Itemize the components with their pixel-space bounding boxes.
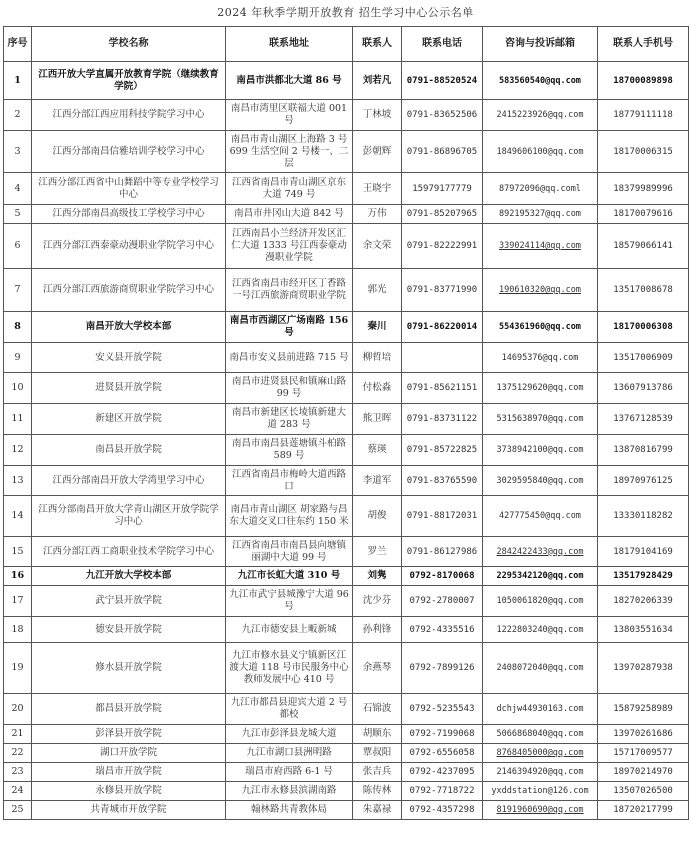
school-name: 都昌县开放学院 [32, 694, 226, 725]
school-name: 江西分部南昌信雅培训学校学习中心 [32, 131, 226, 173]
contact-mobile: 13870816799 [598, 435, 689, 466]
contact-email: 87972096@qq.coml [483, 173, 598, 205]
school-name: 彭泽县开放学院 [32, 725, 226, 744]
contact-person: 石锦波 [353, 694, 402, 725]
contact-phone: 0791-85207965 [402, 205, 483, 224]
school-name: 江西开放大学直属开放教育学院（继续教育学院） [32, 62, 226, 100]
table-row [4, 763, 689, 782]
school-name: 安义县开放学院 [32, 343, 226, 373]
contact-email: 427775450@qq.com [483, 496, 598, 537]
row-number: 2 [4, 100, 32, 131]
row-number: 4 [4, 173, 32, 205]
table-row [4, 373, 689, 404]
table-row [4, 173, 689, 205]
contact-phone [402, 343, 483, 373]
contact-email: 2408072040@qq.com [483, 643, 598, 694]
table-row [4, 496, 689, 537]
contact-person: 朱嘉禄 [353, 801, 402, 820]
contact-address: 南昌市青山湖区 胡家路与昌东大道交叉口往东约 150 米 [226, 496, 353, 537]
center-list-table [3, 26, 689, 820]
contact-email: 2415223926@qq.com [483, 100, 598, 131]
row-number: 6 [4, 224, 32, 269]
row-number: 17 [4, 586, 32, 617]
row-number: 21 [4, 725, 32, 744]
contact-email: 2295342120@qq.com [483, 567, 598, 586]
contact-email: 190610320@qq.com [483, 269, 598, 312]
contact-phone: 0791-85722825 [402, 435, 483, 466]
contact-address: 南昌市南昌县莲塘镇斗柏路 589 号 [226, 435, 353, 466]
contact-person: 熊卫晖 [353, 404, 402, 435]
school-name: 德安县开放学院 [32, 617, 226, 643]
contact-address: 九江市德安县上畈新城 [226, 617, 353, 643]
school-name: 江西分部江西工商职业技术学院学习中心 [32, 537, 226, 567]
contact-address: 江西南昌小兰经济开发区汇仁大道 1333 号江西泰豪动漫职业学院 [226, 224, 353, 269]
contact-mobile: 13517006909 [598, 343, 689, 373]
table-row [4, 312, 689, 343]
contact-email: 3738942100@qq.com [483, 435, 598, 466]
contact-mobile: 13330118282 [598, 496, 689, 537]
contact-phone: 0791-88520524 [402, 62, 483, 100]
contact-mobile: 13970261686 [598, 725, 689, 744]
contact-address: 南昌市新建区长堎镇新建大道 283 号 [226, 404, 353, 435]
row-number: 13 [4, 466, 32, 496]
contact-mobile: 18970214970 [598, 763, 689, 782]
contact-person: 丁林坡 [353, 100, 402, 131]
row-number: 1 [4, 62, 32, 100]
row-number: 8 [4, 312, 32, 343]
contact-person: 万伟 [353, 205, 402, 224]
contact-mobile: 15879258989 [598, 694, 689, 725]
table-row [4, 694, 689, 725]
contact-mobile: 13517928429 [598, 567, 689, 586]
contact-mobile: 13517008678 [598, 269, 689, 312]
contact-mobile: 18970976125 [598, 466, 689, 496]
header-contact: 联系人 [353, 27, 402, 62]
contact-email: 8191960690@qq.com [483, 801, 598, 820]
contact-address: 九江市彭泽县龙城大道 [226, 725, 353, 744]
contact-person: 孙利锋 [353, 617, 402, 643]
contact-person: 刘若凡 [353, 62, 402, 100]
contact-address: 九江市长虹大道 310 号 [226, 567, 353, 586]
row-number: 19 [4, 643, 32, 694]
contact-mobile: 18270206339 [598, 586, 689, 617]
document-title: 2024 年秋季学期开放教育 招生学习中心公示名单 [217, 6, 474, 19]
contact-address: 江西省南昌市经开区丁香路一号江西旅游商贸职业学院 [226, 269, 353, 312]
table-row [4, 131, 689, 173]
table-row [4, 404, 689, 435]
contact-mobile: 18170079616 [598, 205, 689, 224]
contact-person: 陈传林 [353, 782, 402, 801]
table-row [4, 224, 689, 269]
contact-mobile: 18579066141 [598, 224, 689, 269]
table-body [4, 62, 689, 820]
contact-email: 5315638970@qq.com [483, 404, 598, 435]
contact-mobile: 15717009577 [598, 744, 689, 763]
contact-phone: 0791-83765590 [402, 466, 483, 496]
contact-person: 秦川 [353, 312, 402, 343]
row-number: 24 [4, 782, 32, 801]
contact-email: 554361960@qq.com [483, 312, 598, 343]
row-number: 25 [4, 801, 32, 820]
table-row [4, 343, 689, 373]
row-number: 5 [4, 205, 32, 224]
row-number: 18 [4, 617, 32, 643]
contact-email: 2842422433@qq.com [483, 537, 598, 567]
contact-phone: 0791-83652506 [402, 100, 483, 131]
school-name: 共青城市开放学院 [32, 801, 226, 820]
contact-address: 翰林路共青教体局 [226, 801, 353, 820]
contact-phone: 0791-83771990 [402, 269, 483, 312]
contact-person: 余燕琴 [353, 643, 402, 694]
contact-address: 南昌市井冈山大道 842 号 [226, 205, 353, 224]
table-row [4, 269, 689, 312]
header-email: 咨询与投诉邮箱 [483, 27, 598, 62]
table-row [4, 62, 689, 100]
contact-phone: 0791-86220014 [402, 312, 483, 343]
contact-address: 南昌市安义县前进路 715 号 [226, 343, 353, 373]
contact-mobile: 18700089898 [598, 62, 689, 100]
table-row [4, 744, 689, 763]
school-name: 九江开放大学校本部 [32, 567, 226, 586]
contact-email: 3029595840@qq.com [483, 466, 598, 496]
header-address: 联系地址 [226, 27, 353, 62]
contact-address: 九江市修水县义宁镇新区江渡大道 118 号市民服务中心教师发展中心 410 号 [226, 643, 353, 694]
row-number: 22 [4, 744, 32, 763]
row-number: 12 [4, 435, 32, 466]
contact-mobile: 18170006315 [598, 131, 689, 173]
row-number: 3 [4, 131, 32, 173]
header-school: 学校名称 [32, 27, 226, 62]
header-mobile: 联系人手机号 [598, 27, 689, 62]
row-number: 23 [4, 763, 32, 782]
contact-mobile: 18179104169 [598, 537, 689, 567]
contact-mobile: 13970287938 [598, 643, 689, 694]
contact-email: 5066868040@qq.com [483, 725, 598, 744]
contact-person: 彭朝辉 [353, 131, 402, 173]
contact-phone: 0792-7718722 [402, 782, 483, 801]
contact-address: 南昌市西湖区广场南路 156 号 [226, 312, 353, 343]
table-row [4, 643, 689, 694]
school-name: 进贤县开放学院 [32, 373, 226, 404]
header-no: 序号 [4, 27, 32, 62]
contact-person: 胡俊 [353, 496, 402, 537]
contact-person: 张吉兵 [353, 763, 402, 782]
header-phone: 联系电话 [402, 27, 483, 62]
school-name: 武宁县开放学院 [32, 586, 226, 617]
school-name: 江西分部南昌高级技工学校学习中心 [32, 205, 226, 224]
contact-phone: 0791-82222991 [402, 224, 483, 269]
table-row [4, 617, 689, 643]
contact-phone: 0792-4237095 [402, 763, 483, 782]
contact-address: 九江市武宁县城豫宁大道 96 号 [226, 586, 353, 617]
table-row [4, 537, 689, 567]
table-row [4, 782, 689, 801]
contact-address: 南昌市洪都北大道 86 号 [226, 62, 353, 100]
school-name: 湖口开放学院 [32, 744, 226, 763]
table-row [4, 435, 689, 466]
contact-address: 江西省南昌市南昌县向塘镇丽湖中大道 99 号 [226, 537, 353, 567]
school-name: 江西分部江西泰豪动漫职业学院学习中心 [32, 224, 226, 269]
contact-person: 刘隽 [353, 567, 402, 586]
contact-mobile: 18720217799 [598, 801, 689, 820]
contact-address: 九江市湖口县洲明路 [226, 744, 353, 763]
contact-mobile: 13767128539 [598, 404, 689, 435]
contact-email: dchjw44930163.com [483, 694, 598, 725]
contact-person: 柳哲培 [353, 343, 402, 373]
table-row [4, 466, 689, 496]
contact-address: 江西省南昌市梅岭大道西路口 [226, 466, 353, 496]
table-row [4, 586, 689, 617]
contact-person: 覃叔阳 [353, 744, 402, 763]
contact-address: 江西省南昌市青山湖区京东大道 749 号 [226, 173, 353, 205]
school-name: 南昌开放大学校本部 [32, 312, 226, 343]
contact-email: 339024114@qq.com [483, 224, 598, 269]
contact-email: 14695376@qq.com [483, 343, 598, 373]
contact-phone: 0791-83731122 [402, 404, 483, 435]
contact-email: 2146394920@qq.com [483, 763, 598, 782]
contact-phone: 0792-4357298 [402, 801, 483, 820]
contact-phone: 0791-86896705 [402, 131, 483, 173]
row-number: 14 [4, 496, 32, 537]
table-row [4, 100, 689, 131]
contact-phone: 0792-2780007 [402, 586, 483, 617]
school-name: 江西分部江西应用科技学院学习中心 [32, 100, 226, 131]
row-number: 16 [4, 567, 32, 586]
contact-phone: 0792-6556058 [402, 744, 483, 763]
contact-phone: 15979177779 [402, 173, 483, 205]
contact-person: 沈少芬 [353, 586, 402, 617]
row-number: 10 [4, 373, 32, 404]
contact-email: yxddstation@126.com [483, 782, 598, 801]
school-name: 永修县开放学院 [32, 782, 226, 801]
contact-email: 8768405000@qq.com [483, 744, 598, 763]
contact-person: 郭光 [353, 269, 402, 312]
school-name: 江西分部江西省中山舞蹈中等专业学校学习中心 [32, 173, 226, 205]
contact-email: 583560540@qq.com [483, 62, 598, 100]
contact-address: 九江市都昌县迎宾大道 2 号都校 [226, 694, 353, 725]
contact-phone: 0791-88172031 [402, 496, 483, 537]
school-name: 南昌县开放学院 [32, 435, 226, 466]
school-name: 修水县开放学院 [32, 643, 226, 694]
contact-address: 九江市永修县滨湖南路 [226, 782, 353, 801]
contact-mobile: 18779111118 [598, 100, 689, 131]
contact-phone: 0792-5235543 [402, 694, 483, 725]
table-row [4, 567, 689, 586]
row-number: 9 [4, 343, 32, 373]
contact-person: 蔡瑛 [353, 435, 402, 466]
contact-phone: 0792-8170068 [402, 567, 483, 586]
school-name: 瑞昌市开放学院 [32, 763, 226, 782]
contact-person: 付松淼 [353, 373, 402, 404]
row-number: 7 [4, 269, 32, 312]
contact-phone: 0792-4335516 [402, 617, 483, 643]
contact-phone: 0791-85621151 [402, 373, 483, 404]
contact-email: 1849606100@qq.com [483, 131, 598, 173]
contact-phone: 0791-86127986 [402, 537, 483, 567]
school-name: 江西分部南昌开放大学青山湖区开放学院学习中心 [32, 496, 226, 537]
contact-phone: 0792-7899126 [402, 643, 483, 694]
contact-person: 王晓宇 [353, 173, 402, 205]
row-number: 20 [4, 694, 32, 725]
school-name: 新建区开放学院 [32, 404, 226, 435]
contact-address: 南昌市青山湖区上海路 3 号 699 生活空间 2 号楼一、二层 [226, 131, 353, 173]
contact-mobile: 13507026500 [598, 782, 689, 801]
contact-person: 余文荣 [353, 224, 402, 269]
contact-mobile: 18170006308 [598, 312, 689, 343]
contact-person: 罗兰 [353, 537, 402, 567]
table-row [4, 725, 689, 744]
contact-person: 胡顺东 [353, 725, 402, 744]
school-name: 江西分部江西旅游商贸职业学院学习中心 [32, 269, 226, 312]
contact-phone: 0792-7199068 [402, 725, 483, 744]
contact-address: 南昌市进贤县民和镇麻山路 99 号 [226, 373, 353, 404]
table-header-row [4, 27, 689, 62]
contact-person: 李道军 [353, 466, 402, 496]
contact-address: 瑞昌市府西路 6-1 号 [226, 763, 353, 782]
contact-mobile: 18379989996 [598, 173, 689, 205]
row-number: 15 [4, 537, 32, 567]
contact-mobile: 13803551634 [598, 617, 689, 643]
row-number: 11 [4, 404, 32, 435]
contact-email: 1375129620@qq.com [483, 373, 598, 404]
table-row [4, 801, 689, 820]
contact-email: 892195327@qq.com [483, 205, 598, 224]
contact-email: 1222803240@qq.com [483, 617, 598, 643]
table-row [4, 205, 689, 224]
school-name: 江西分部南昌开放大学湾里学习中心 [32, 466, 226, 496]
contact-email: 1050061820@qq.com [483, 586, 598, 617]
contact-address: 南昌市湾里区联福大道 001 号 [226, 100, 353, 131]
contact-mobile: 13607913786 [598, 373, 689, 404]
